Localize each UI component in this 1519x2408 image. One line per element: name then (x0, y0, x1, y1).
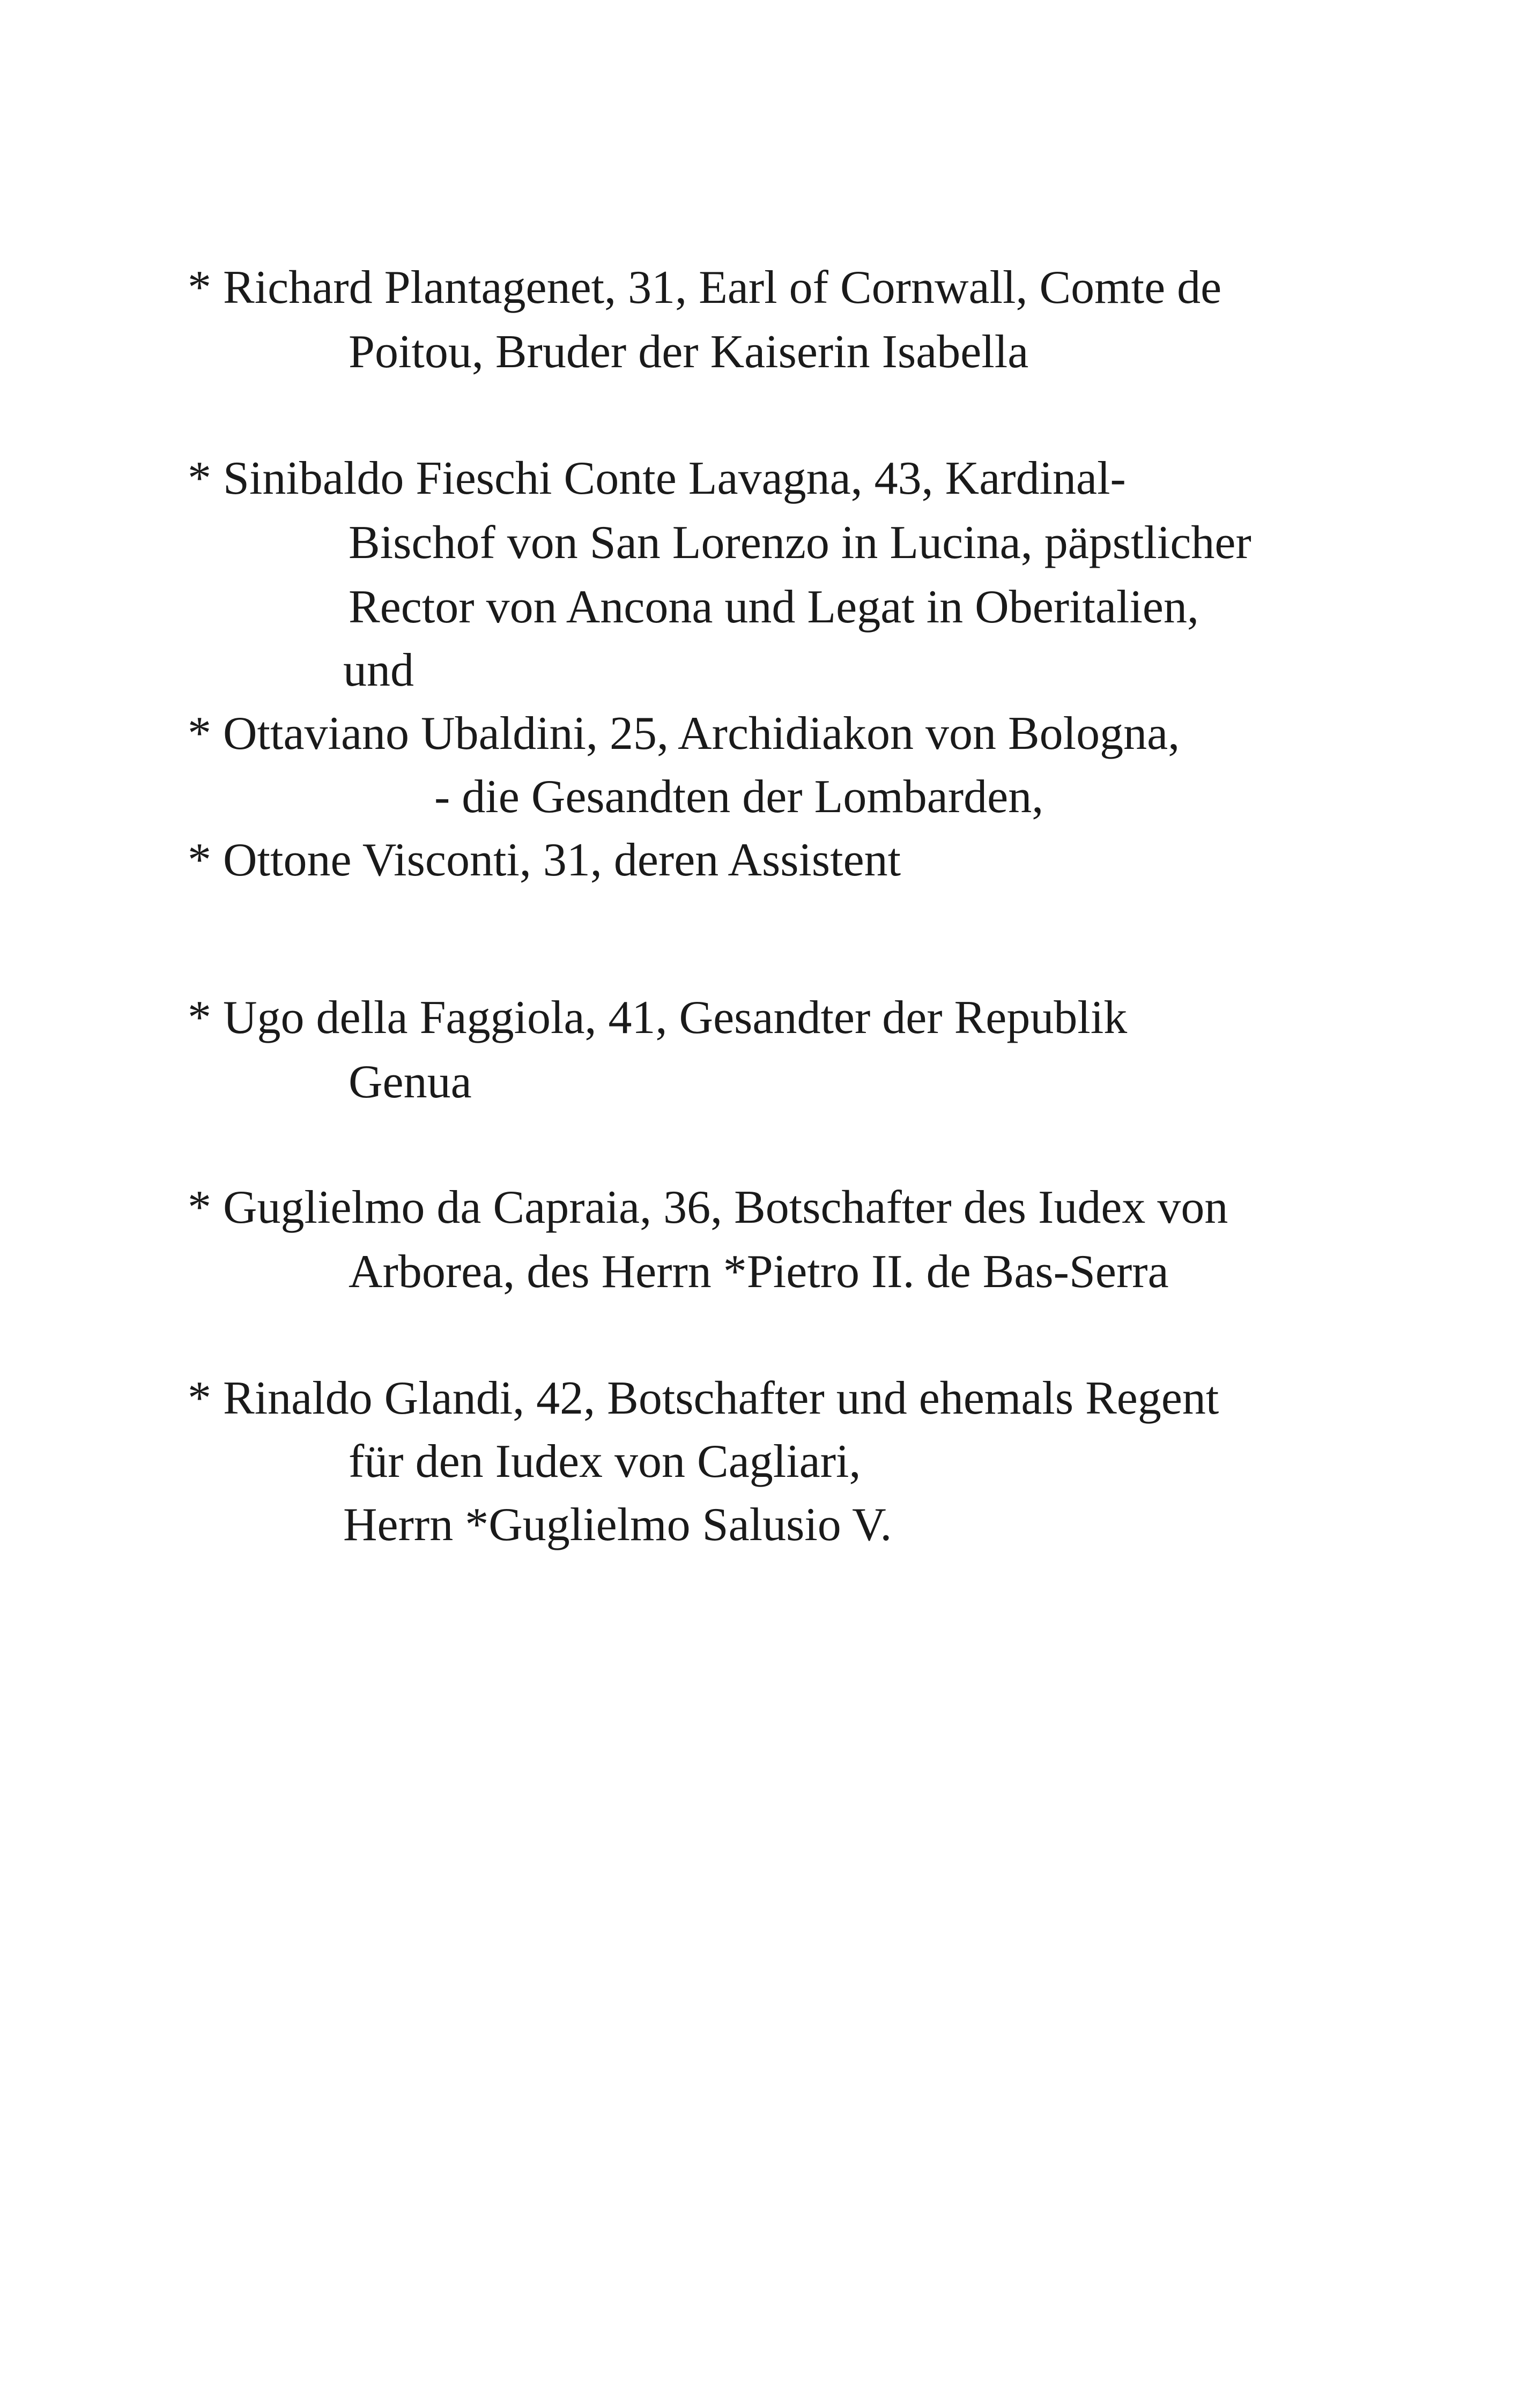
entry-line: Poitou, Bruder der Kaiserin Isabella (349, 326, 1029, 378)
entry-line: für den Iudex von Cagliari, (349, 1436, 861, 1488)
entry-line: Arborea, des Herrn *Pietro II. de Bas-Serra (349, 1246, 1169, 1298)
entry-line: * Guglielmo da Capraia, 36, Botschafter des Iudex von (188, 1181, 1228, 1233)
entry-line: und (343, 644, 414, 696)
entry-line: Herrn *Guglielmo Salusio V. (343, 1499, 892, 1551)
entry-line: * Ugo della Faggiola, 41, Gesandter der Republik (188, 992, 1128, 1044)
entry-line: Genua (349, 1056, 472, 1108)
entry-line: Bischof von San Lorenzo in Lucina, päpstlicher (349, 517, 1251, 569)
entry-line: - die Gesandten der Lombarden, (434, 771, 1044, 823)
entry-line: * Rinaldo Glandi, 42, Botschafter und ehemals Regent (188, 1372, 1219, 1424)
entry-line: * Richard Plantagenet, 31, Earl of Cornwall, Comte de (188, 262, 1222, 314)
entry-line: * Ottone Visconti, 31, deren Assistent (188, 834, 901, 886)
entry-line: * Sinibaldo Fieschi Conte Lavagna, 43, Kardinal- (188, 452, 1126, 504)
entry-line: * Ottaviano Ubaldini, 25, Archidiakon von Bologna, (188, 708, 1180, 760)
entry-line: Rector von Ancona und Legat in Oberitalien, (349, 581, 1199, 633)
